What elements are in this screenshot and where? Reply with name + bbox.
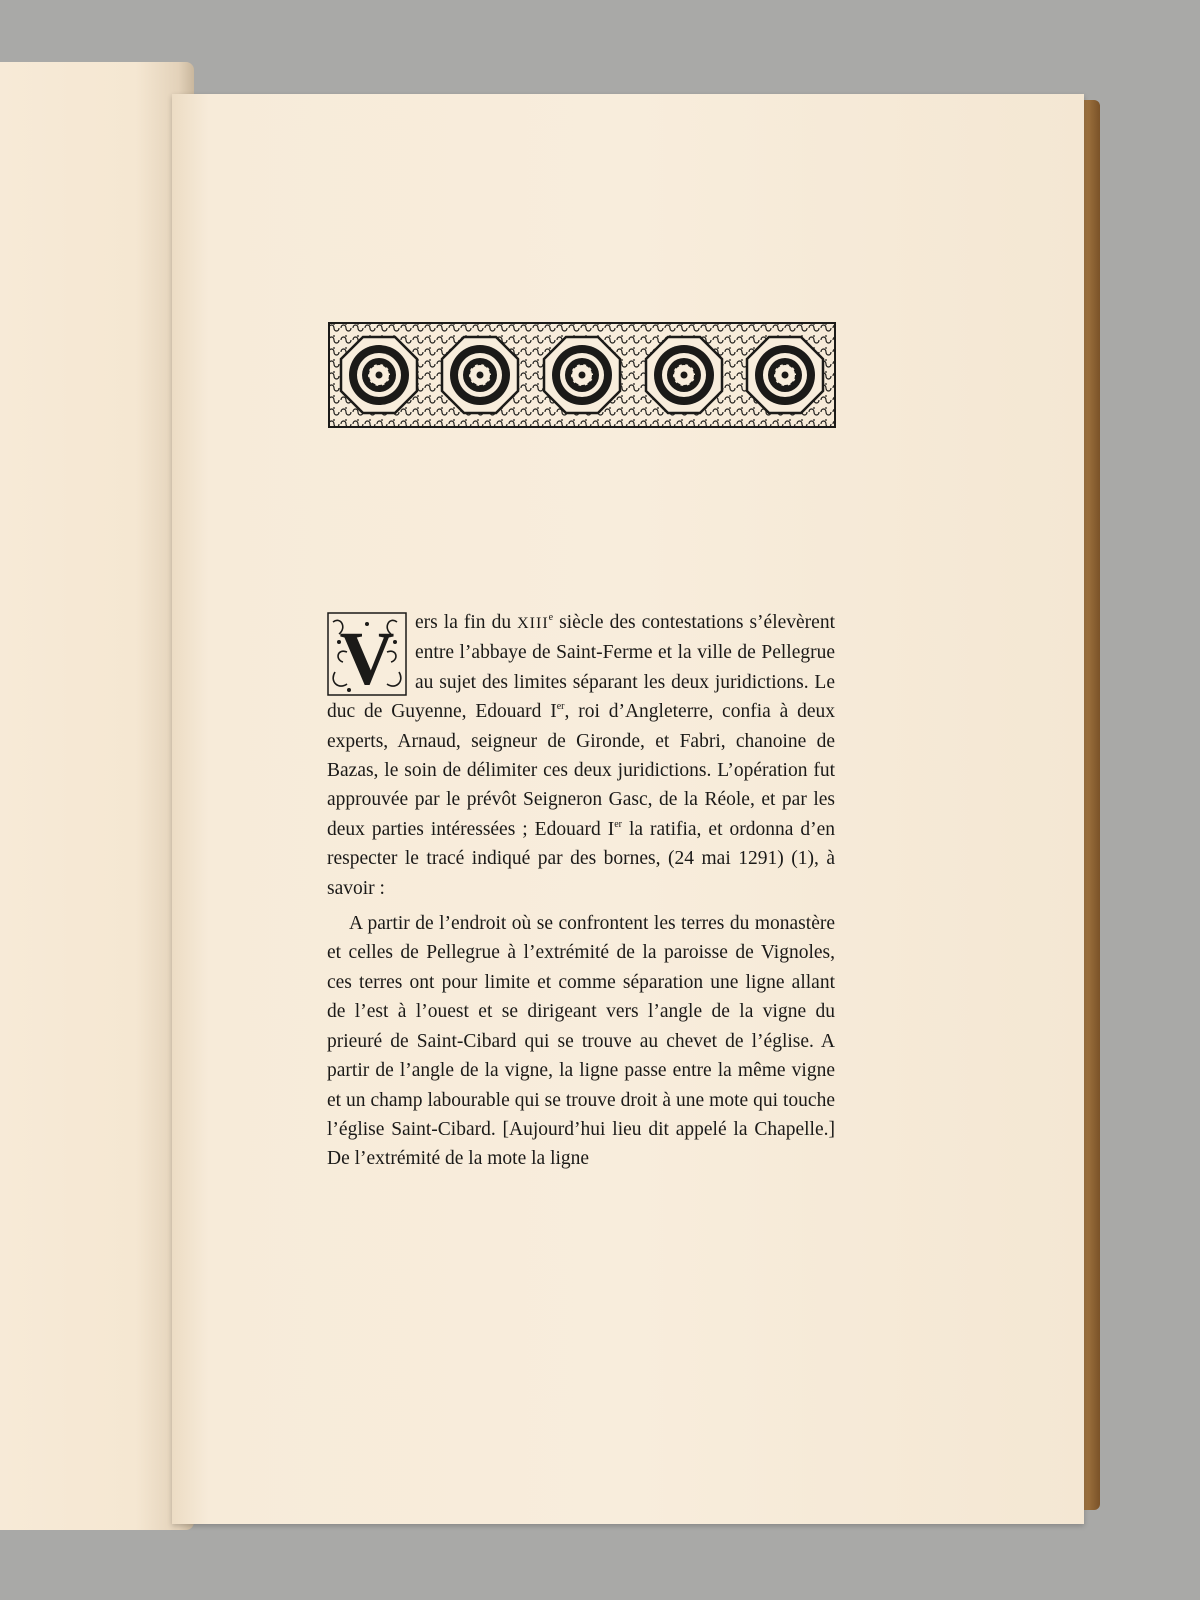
text-segment: ers la fin du — [415, 612, 518, 633]
text-segment: siècle des contestations s’élevèrent entre l’abbaye de Saint-Ferme et la ville de Pellegrue au sujet des limites séparant les deux juridictions. Le duc de Guyenne, Edouard I — [327, 612, 835, 723]
superscript: er — [556, 701, 565, 713]
rosette-icon — [544, 337, 620, 413]
paragraph-2: A partir de l’endroit où se confrontent les terres du monastère et celles de Pellegrue à l’extrémité de la paroisse de Vignoles, ces terres ont pour limite et comme séparation une ligne allant de l’est à l’ouest et se dirigeant vers l’angle de la vigne du prieuré de Saint-Cibard qui se trouve au chevet de l’église. A partir de l’angle de la vigne, la ligne passe entre la même vigne et un champ labourable qui se trouve droit à une mote qui touche l’église Saint-Cibard. [Aujourd’hui lieu dit appelé la Chapelle.] De l’extrémité de la mote la ligne — [327, 913, 835, 1170]
century-numeral: XIII — [517, 615, 549, 632]
ornamental-header-band — [328, 322, 836, 428]
rosette-icon — [646, 337, 722, 413]
text-segment: la ratifia, et ordonna d’en respecter le tracé indiqué par des bornes, (24 mai 1291) (1), à savoir : — [327, 818, 835, 899]
rosette-icon — [341, 337, 417, 413]
superscript: er — [614, 818, 622, 830]
left-page — [0, 62, 194, 1530]
dropcap-v — [327, 612, 407, 696]
dropcap-letter: V — [339, 617, 395, 696]
rosette-icon — [747, 337, 823, 413]
body-text — [327, 608, 835, 1174]
text-segment: , roi d’Angleterre, confia à deux experts, Arnaud, seigneur de Gironde, et Fabri, chanoine de Bazas, le soin de délimiter ces deux juridictions. L’opération fut approuvée par le prévôt Seigneron Gasc, de la Réole, et par les deux parties intéressées ; Edouard I — [327, 701, 835, 840]
rosette-icon — [442, 337, 518, 413]
superscript: e — [548, 612, 554, 623]
paragraph-1 — [327, 608, 835, 903]
